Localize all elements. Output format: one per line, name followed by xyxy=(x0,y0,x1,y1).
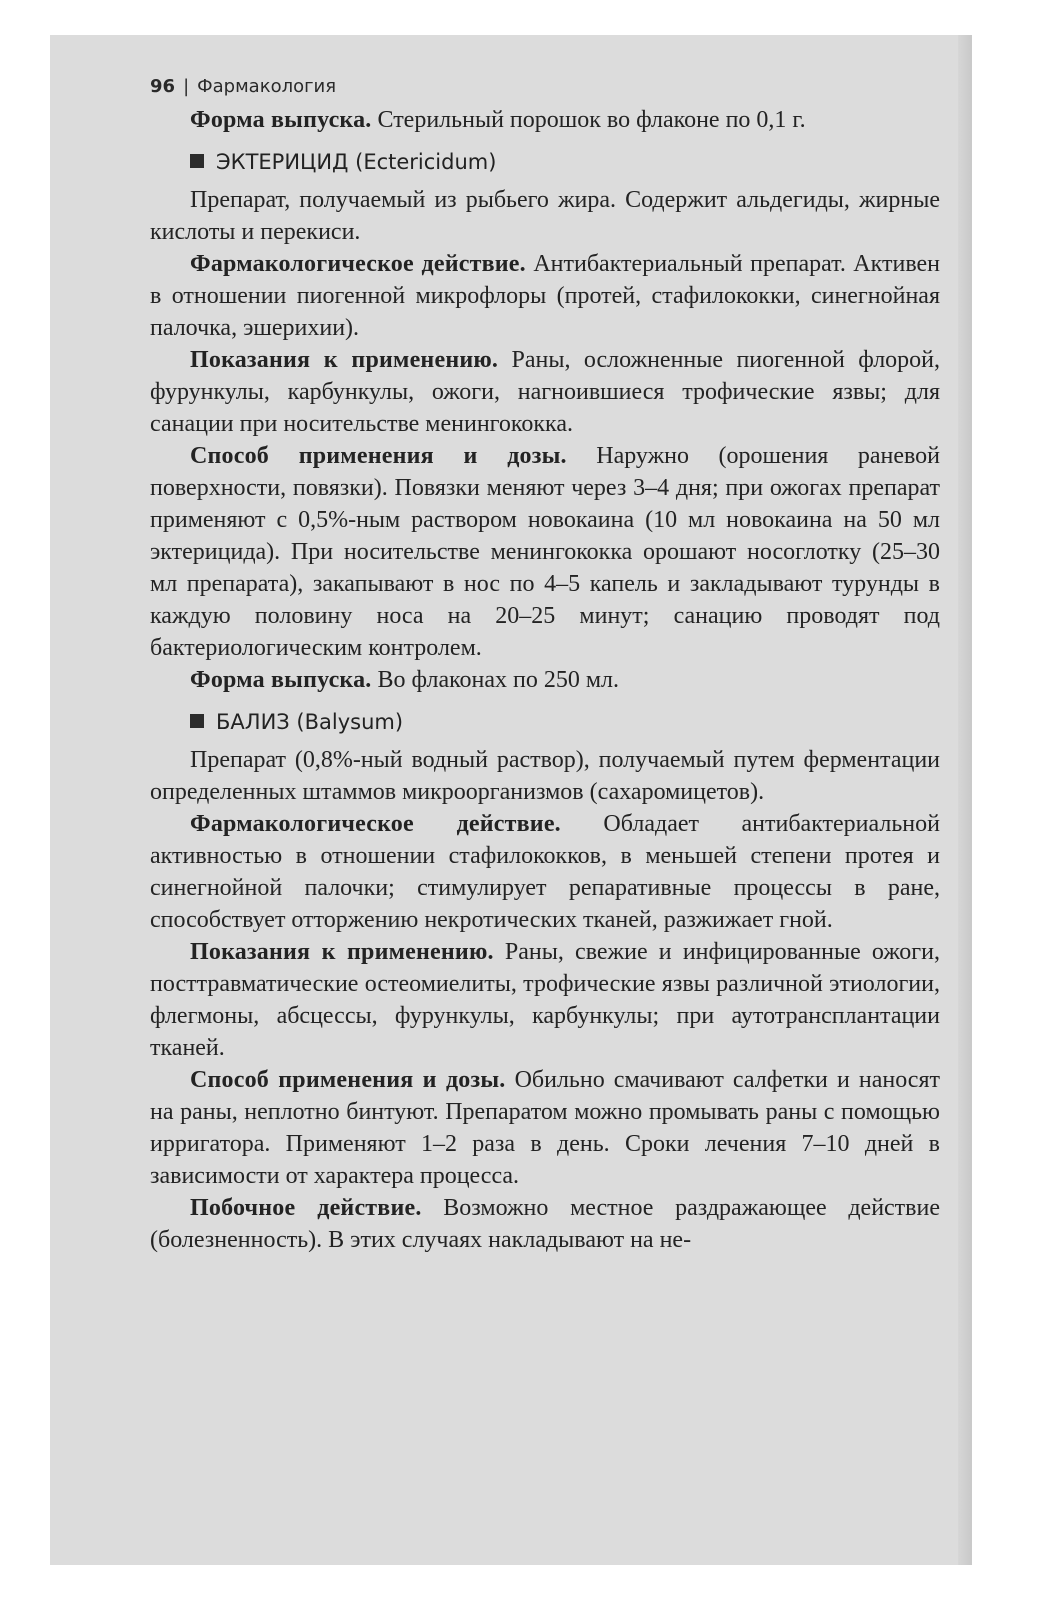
section-label: Способ применения и дозы. xyxy=(190,443,567,469)
section-text: Возможно местное раздражающее действие (болезненность). В этих случаях накладывают на не- xyxy=(150,1195,941,1253)
section-label: Форма выпуска. xyxy=(190,667,372,693)
drug-title: ЭКТЕРИЦИД (Ectericidum) xyxy=(216,150,497,174)
bullet-square-icon xyxy=(190,154,204,168)
pharmacological-action xyxy=(150,248,940,344)
section-text: Антибактериальный препарат. Активен в отношении пиогенной микрофлоры (протей, стафилококки, синегнойная палочка, эшерихии). xyxy=(150,251,940,341)
section-label: Показания к применению. xyxy=(190,939,494,965)
dosage xyxy=(150,440,940,664)
page-content xyxy=(150,70,940,1256)
prev-release-form xyxy=(150,104,940,136)
page-number: 96 xyxy=(150,76,176,97)
drug-heading-ectericid xyxy=(190,146,940,178)
bullet-square-icon xyxy=(190,714,204,728)
section-text: Наружно (орошения раневой поверхности, повязки). Повязки меняют через 3–4 дня; при ожогах препарат применяют с 0,5%-ным раствором новокаина (10 мл новокаина на 50 мл эктерицида). При носительстве менингококка орошают носоглотку (25–30 мл препарата), закапывают в нос по 4–5 капель и закладывают турунды в каждую половину носа на 20–25 минут; санацию проводят под бактериологическим контролем. xyxy=(150,443,940,661)
section-text: Обильно смачивают салфетки и наносят на раны, неплотно бинтуют. Препаратом можно промывать раны с помощью ирригатора. Применяют 1–2 раза в день. Сроки лечения 7–10 дней в зависимости от характера процесса. xyxy=(150,1067,940,1189)
pharmacological-action xyxy=(150,808,940,936)
section-label: Побочное действие. xyxy=(190,1195,422,1221)
side-effects xyxy=(150,1192,940,1256)
section-label: Фармакологическое действие. xyxy=(190,811,561,837)
section-label: Фармакологическое действие. xyxy=(190,251,526,277)
section-text: Во флаконах по 250 мл. xyxy=(371,667,620,693)
indications xyxy=(150,344,940,440)
running-head-separator: | xyxy=(183,76,190,97)
drug-intro: Препарат, получаемый из рыбьего жира. Содержит альдегиды, жирные кислоты и перекиси. xyxy=(150,187,940,245)
drug-intro: Препарат (0,8%-ный водный раствор), получаемый путем ферментации определенных штаммов микроорганизмов (сахаромицетов). xyxy=(150,747,940,805)
section-label: Показания к применению. xyxy=(190,347,499,373)
drug-title: БАЛИЗ (Balysum) xyxy=(216,710,404,734)
drug-heading-balysum xyxy=(190,706,940,738)
indications xyxy=(150,936,940,1064)
release-form xyxy=(150,664,940,696)
release-form-label: Форма выпуска. xyxy=(190,107,372,133)
release-form-text: Стерильный порошок во флаконе по 0,1 г. xyxy=(371,107,806,133)
page-edge-shadow xyxy=(958,35,972,1565)
section-text: Обладает антибактериальной активностью в отношении стафилококков, в меньшей степени протея и синегнойной палочки; стимулирует репаративные процессы в ране, способствует отторжению некротических тканей, разжижает гной. xyxy=(150,811,940,933)
section-label: Способ применения и дозы. xyxy=(190,1067,506,1093)
dosage xyxy=(150,1064,940,1192)
book-title: Фармакология xyxy=(197,76,337,97)
section-text: Раны, свежие и инфицированные ожоги, посттравматические остеомиелиты, трофические язвы различной этиологии, флегмоны, абсцессы, фурункулы, карбункулы; при аутотрансплантации тканей. xyxy=(150,939,940,1061)
section-text: Раны, осложненные пиогенной флорой, фурункулы, карбункулы, ожоги, нагноившиеся трофические язвы; для санации при носительстве менингококка. xyxy=(150,347,941,437)
running-head xyxy=(150,70,940,104)
